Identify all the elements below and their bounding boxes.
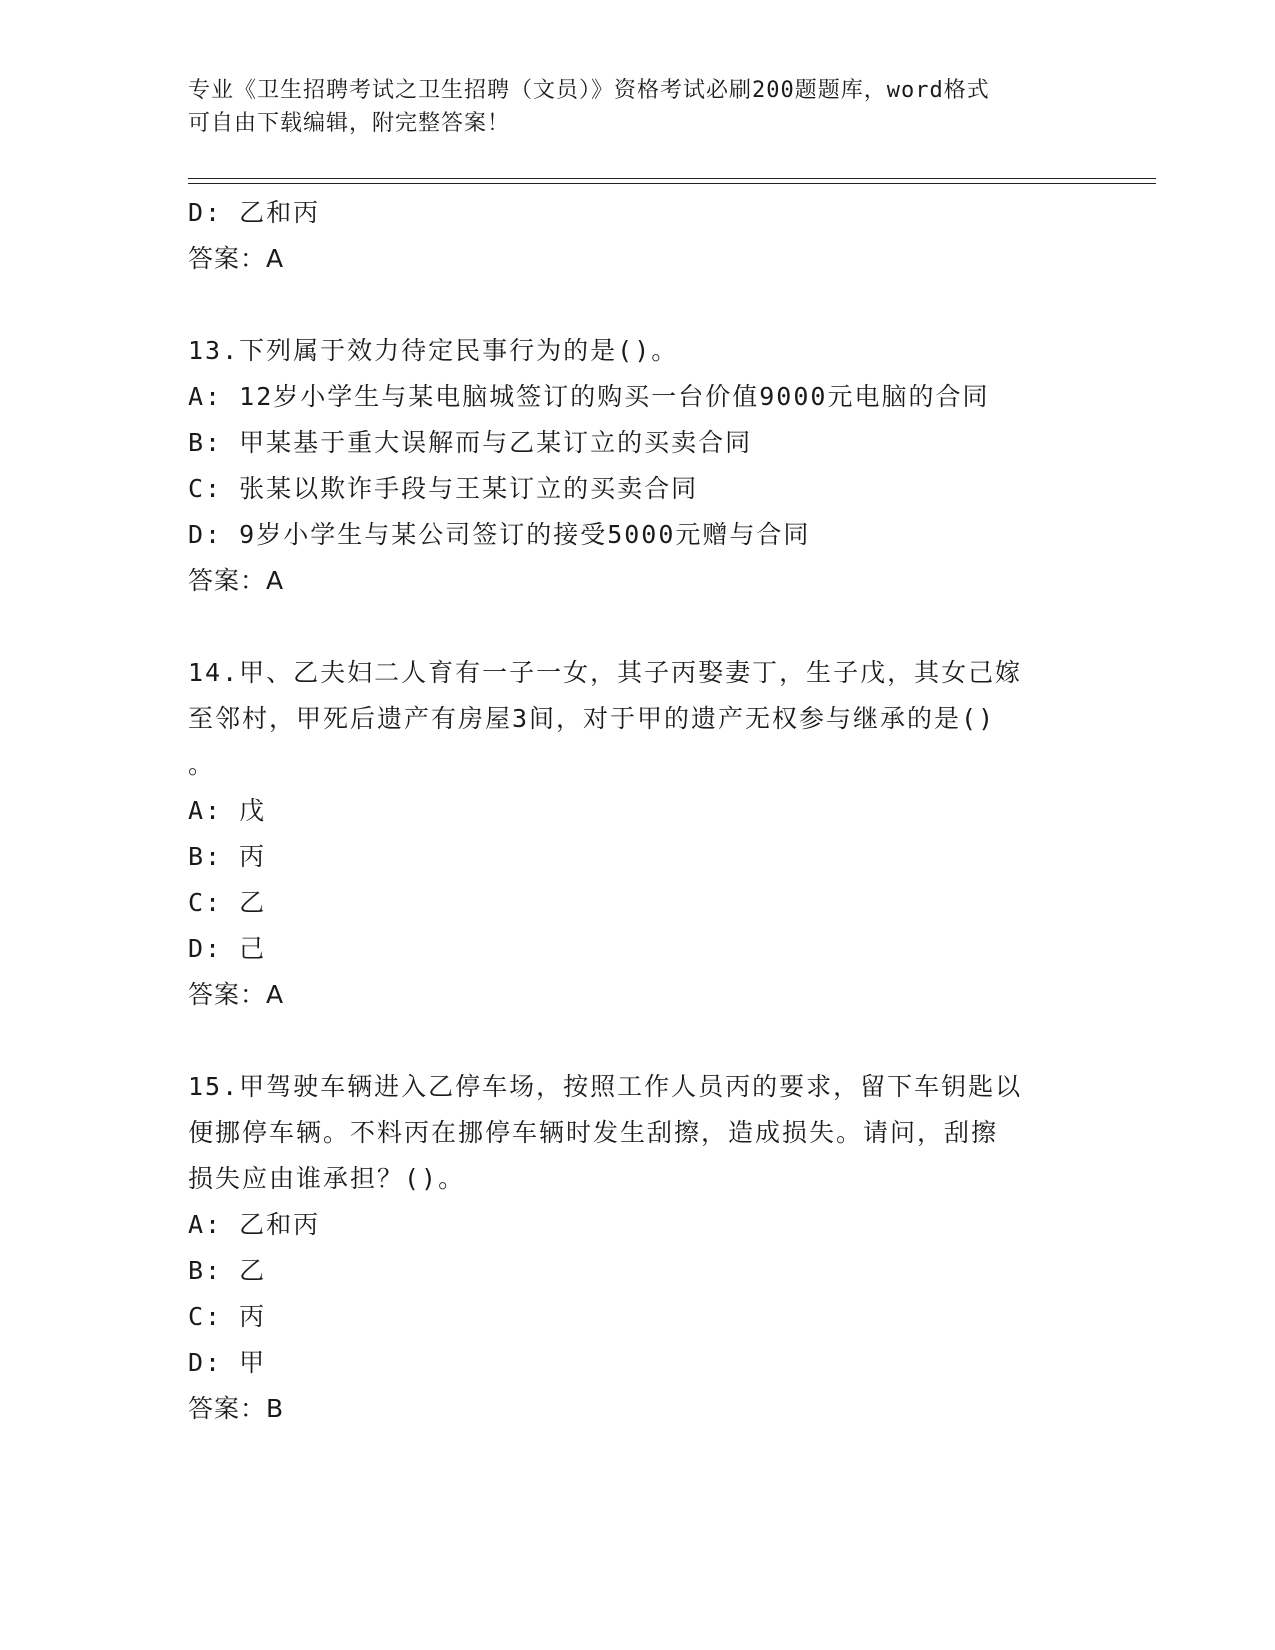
header-rule-bottom [188,183,1156,184]
option-d: D: 9岁小学生与某公司签订的接受5000元赠与合同 [188,520,811,549]
answer: 答案：A [188,244,285,273]
option-b: B: 甲某基于重大误解而与乙某订立的买卖合同 [188,428,753,457]
question-stem-line-1: 14.甲、乙夫妇二人育有一子一女，其子丙娶妻丁，生子戊，其女己嫁 [188,658,1023,687]
question-14 [188,650,1088,1018]
question-stem-line-3: 。 [188,750,216,779]
option-a: A: 12岁小学生与某电脑城签订的购买一台价值9000元电脑的合同 [188,382,990,411]
question-12-tail [188,190,1088,282]
question-stem-line-1: 15.甲驾驶车辆进入乙停车场，按照工作人员丙的要求，留下车钥匙以 [188,1072,1023,1101]
answer: 答案：A [188,980,285,1009]
option-b: B: 丙 [188,842,267,871]
question-stem: 13.下列属于效力待定民事行为的是()。 [188,336,679,365]
option-d: D: 己 [188,934,267,963]
option-c: C: 张某以欺诈手段与王某订立的买卖合同 [188,474,699,503]
header-line-2: 可自由下载编辑，附完整答案！ [188,111,511,136]
option-c: C: 丙 [188,1302,267,1331]
option-b: B: 乙 [188,1256,267,1285]
answer: 答案：B [188,1394,285,1423]
header-rule-top [188,178,1156,179]
document-header [188,74,1088,140]
question-13 [188,328,1088,604]
answer: 答案：A [188,566,285,595]
question-stem-line-2: 便挪停车辆。不料丙在挪停车辆时发生刮擦，造成损失。请问，刮擦 [188,1118,999,1147]
question-list [188,190,1088,1432]
option-d: D: 甲 [188,1348,267,1377]
option-c: C: 乙 [188,888,267,917]
option-a: A: 乙和丙 [188,1210,321,1239]
header-line-1: 专业《卫生招聘考试之卫生招聘（文员）》资格考试必刷200题题库，word格式 [188,78,990,103]
option-a: A: 戊 [188,796,267,825]
question-15 [188,1064,1088,1432]
question-stem-line-3: 损失应由谁承担？()。 [188,1164,466,1193]
question-stem-line-2: 至邻村，甲死后遗产有房屋3间，对于甲的遗产无权参与继承的是() [188,704,996,733]
option-d: D: 乙和丙 [188,198,321,227]
